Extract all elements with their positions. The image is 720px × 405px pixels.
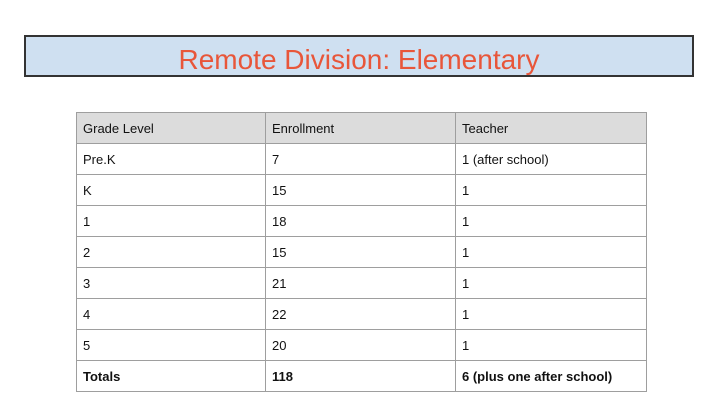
teacher-cell: 1 — [456, 299, 647, 330]
title-banner — [24, 35, 694, 77]
teacher-cell: 1 — [456, 206, 647, 237]
table-row — [77, 144, 647, 175]
table-header-row — [77, 113, 647, 144]
grade-cell: 3 — [77, 268, 266, 299]
enrollment-cell: 15 — [266, 175, 456, 206]
enrollment-cell: 7 — [266, 144, 456, 175]
grade-cell: K — [77, 175, 266, 206]
header-enrollment: Enrollment — [266, 113, 456, 144]
table-row — [77, 175, 647, 206]
enrollment-table — [76, 112, 647, 392]
grade-cell: Pre.K — [77, 144, 266, 175]
teacher-cell: 1 (after school) — [456, 144, 647, 175]
grade-cell: 4 — [77, 299, 266, 330]
grade-cell: 5 — [77, 330, 266, 361]
table-row — [77, 237, 647, 268]
table-row — [77, 206, 647, 237]
enrollment-cell: 15 — [266, 237, 456, 268]
totals-row — [77, 361, 647, 392]
teacher-cell: 1 — [456, 175, 647, 206]
header-teacher: Teacher — [456, 113, 647, 144]
table-row — [77, 268, 647, 299]
totals-teacher: 6 (plus one after school) — [456, 361, 647, 392]
teacher-cell: 1 — [456, 268, 647, 299]
table-row — [77, 299, 647, 330]
enrollment-cell: 21 — [266, 268, 456, 299]
totals-label: Totals — [77, 361, 266, 392]
teacher-cell: 1 — [456, 237, 647, 268]
totals-enrollment: 118 — [266, 361, 456, 392]
slide-title: Remote Division: Elementary — [178, 44, 540, 75]
grade-cell: 1 — [77, 206, 266, 237]
enrollment-cell: 18 — [266, 206, 456, 237]
grade-cell: 2 — [77, 237, 266, 268]
teacher-cell: 1 — [456, 330, 647, 361]
table-row — [77, 330, 647, 361]
enrollment-cell: 20 — [266, 330, 456, 361]
header-grade-level: Grade Level — [77, 113, 266, 144]
enrollment-cell: 22 — [266, 299, 456, 330]
